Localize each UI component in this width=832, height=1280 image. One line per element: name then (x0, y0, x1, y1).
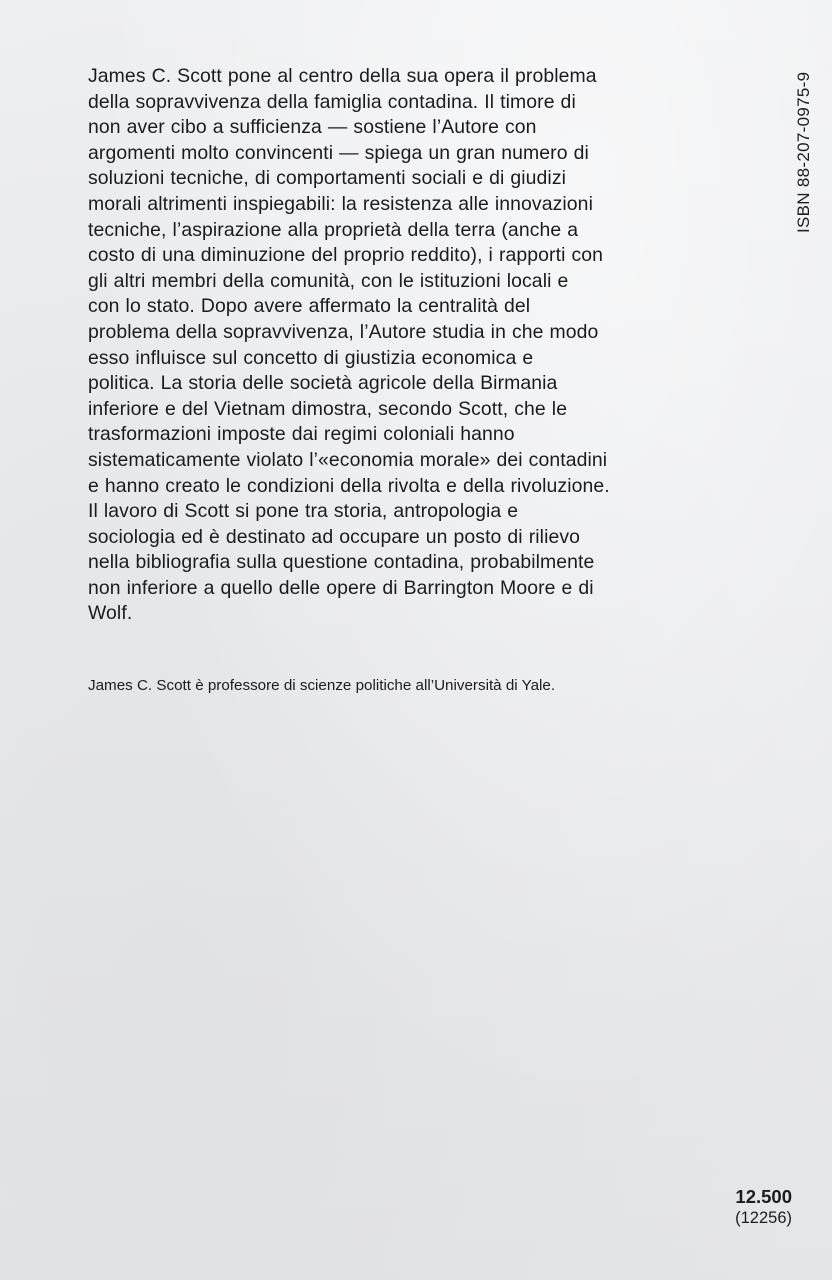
blurb-line: problema della sopravvivenza, l’Autore studia in che modo (88, 320, 599, 343)
blurb-line: Wolf. (88, 602, 133, 625)
blurb-line: trasformazioni imposte dai regimi coloniali hanno (88, 423, 515, 446)
isbn-label: ISBN 88-207-0975-9 (794, 71, 813, 233)
blurb-line: gli altri membri della comunità, con le istituzioni locali e (88, 269, 569, 292)
blurb-line: non aver cibo a sufficienza — sostiene l’Autore con (88, 116, 537, 139)
blurb-line: tecniche, l’aspirazione alla proprietà della terra (anche a (88, 218, 579, 241)
blurb-line: e hanno creato le condizioni della rivolta e della rivoluzione. (88, 474, 610, 497)
blurb-line: nella bibliografia sulla questione contadina, probabilmente (88, 551, 595, 574)
blurb-line: con lo stato. Dopo avere affermato la centralità del (88, 295, 531, 318)
blurb-line: sociologia ed è destinato ad occupare un posto di rilievo (88, 525, 581, 548)
blurb-line: morali altrimenti inspiegabili: la resistenza alle innovazioni (88, 192, 593, 215)
blurb-line: James C. Scott pone al centro della sua opera il problema (88, 65, 597, 87)
blurb-line: sistematicamente violato l’«economia morale» dei contadini (88, 448, 608, 471)
blurb-line: non inferiore a quello delle opere di Barrington Moore e di (88, 576, 594, 599)
catalog-code: (12256) (735, 1209, 792, 1227)
blurb-line: costo di una diminuzione del proprio reddito), i rapporti con (88, 244, 604, 267)
blurb-line: esso influisce sul concetto di giustizia economica e (88, 346, 534, 369)
blurb-line: politica. La storia delle società agricole della Birmania (88, 372, 558, 395)
author-bio-note: James C. Scott è professore di scienze politiche all’Università di Yale. (88, 677, 556, 694)
blurb-line: inferiore e del Vietnam dimostra, secondo Scott, che le (88, 397, 568, 420)
price-block (735, 1186, 792, 1229)
blurb-line: soluzioni tecniche, di comportamenti sociali e di giudizi (88, 167, 567, 190)
price-value: 12.500 (735, 1186, 792, 1207)
blurb-line: argomenti molto convincenti — spiega un gran numero di (88, 141, 589, 164)
blurb-line: della sopravvivenza della famiglia contadina. Il timore di (88, 90, 576, 113)
blurb-line: Il lavoro di Scott si pone tra storia, antropologia e (88, 500, 519, 523)
blurb-paragraph (88, 64, 718, 627)
